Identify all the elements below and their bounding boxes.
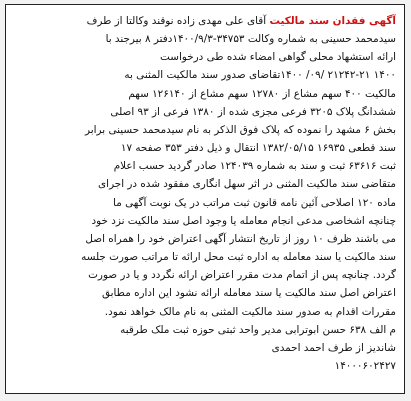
signature-line: شاندیز از طرف احمد احمدی <box>271 341 396 354</box>
notice-line: ششدانگ پلاک ۳۲۰۵ فرعی مجزی شده از ۱۳۸۰ فرعی از ۹۳ اصلی <box>110 105 396 118</box>
notice-line: سند مالکیت یا سند معامله به اداره ثبت محل ارائه تا مراتب صورت جلسه <box>81 251 396 264</box>
notice-line: ۱۴۰۰ ۲۱۲۴۲-۲۱ /۰۹/ ۱۴۰۰تقاضای صدور سند مالکیت المثنی به <box>124 69 396 82</box>
notice-line: گردد. چنانچه پس از اتمام مدت مقرر اعتراض ارائه نگردد و یا در صورت <box>88 269 396 282</box>
notice-line: مقررات اقدام به صدور سند مالکیت المثنی به نام مالک خواهد نمود. <box>104 305 396 318</box>
notice-line: سیدمحمد حسینی به شماره وکالت ۳۴۷۵۳-۱۴۰۰/۹/۳دفتر ۸ بیرجند با <box>105 33 396 46</box>
legal-notice <box>5 4 405 394</box>
notice-line: اعتراض اصل سند مالکیت یا سند معامله ارائه نشود این اداره مطابق <box>101 287 396 300</box>
notice-headline: آگهی فقدان سند مالکیت <box>269 15 396 27</box>
notice-line-1 <box>14 12 396 30</box>
notice-line: ارائه استشهاد محلی گواهی امضاء شده طی درخواست <box>160 51 396 64</box>
notice-line: می باشند ظرف ۱۰ روز از تاریخ انتشار آگهی اعتراض خود را همراه اصل <box>85 232 396 245</box>
notice-line: چنانچه اشخاصی مدعی انجام معامله یا وجود اصل سند مالکیت نزد خود <box>91 214 396 227</box>
notice-line: ماده ۱۲۰ اصلاحی آئین نامه قانون ثبت مراتب در یک نوبت آگهی ما <box>113 196 396 209</box>
notice-line: بخش ۶ مشهد را نموده که پلاک فوق الذکر به نام سیدمحمد حسینی برابر <box>85 123 396 136</box>
signature-line: م الف ۶۳۸ حسن ابوترابی مدیر واحد ثبتی حوزه ثبت ملک طرقبه <box>120 323 396 336</box>
notice-line: مالکیت ۴۰۰ سهم مشاع از ۱۲۷۸۰ سهم مشاع از ۱۲۶۱۴۰ سهم <box>128 87 396 100</box>
notice-line: سند قطعی ۱۶۹۳۵ ۱۳۸۲/۰۵/۱۵ انتقال و ذیل دفتر ۳۵۳ صفحه ۱۷ <box>120 142 396 155</box>
notice-line-text: آقای علی مهدی زاده نوقند وکالتا از طرف <box>86 15 267 27</box>
notice-line: متقاضی سند مالکیت المثنی در اثر سهل انگاری مفقود شده در اجرای <box>98 178 396 191</box>
notice-reference-number: ۱۴۰۰۰۶۰۲۴۲۷ <box>334 359 396 372</box>
notice-line: ثبت ۶۳۶۱۶ ثبت و سند به شماره ۱۲۴۰۳۹ صادر گردید حسب اعلام <box>113 160 396 173</box>
